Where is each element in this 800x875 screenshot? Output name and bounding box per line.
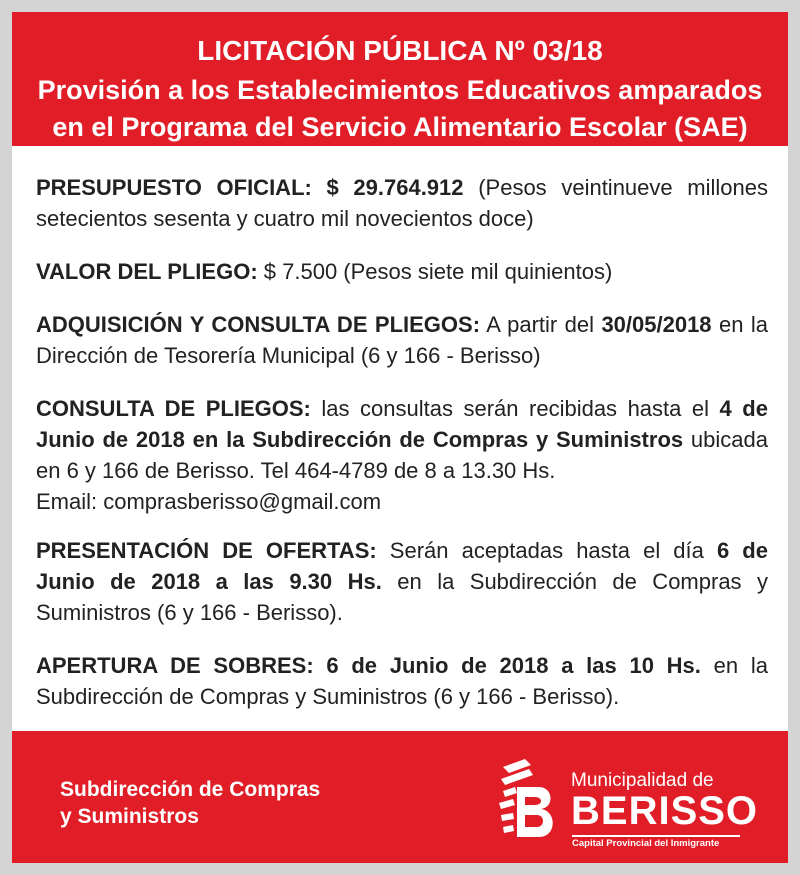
presentacion-label: PRESENTACIÓN DE OFERTAS: bbox=[36, 538, 377, 563]
department-line2: y Suministros bbox=[60, 805, 199, 828]
presentacion-paragraph bbox=[36, 535, 768, 628]
apertura-label: APERTURA DE SOBRES: bbox=[36, 653, 314, 678]
presentacion-text-before: Serán aceptadas hasta el día bbox=[389, 538, 704, 563]
apertura-paragraph bbox=[36, 650, 768, 712]
adquisicion-text-after: en la Dirección de Tesorería Municipal (6 y 166 - Berisso) bbox=[36, 312, 768, 368]
notice-sheet bbox=[12, 12, 788, 863]
valor-label: VALOR DEL PLIEGO: bbox=[36, 259, 258, 284]
presupuesto-label: PRESUPUESTO OFICIAL: bbox=[36, 175, 312, 200]
presentacion-deadline: 6 de Junio de 2018 a las 9.30 Hs. bbox=[36, 538, 768, 594]
notice-body bbox=[36, 172, 768, 734]
presentacion-text-after: en la Subdirección de Compras y Suministros (6 y 166 - Berisso). bbox=[36, 569, 769, 625]
department-name bbox=[60, 776, 320, 830]
municipality-logo bbox=[495, 757, 759, 849]
logo-divider bbox=[572, 835, 740, 837]
notice-title: LICITACIÓN PÚBLICA Nº 03/18 bbox=[197, 35, 603, 66]
adquisicion-date: 30/05/2018 bbox=[601, 312, 712, 337]
apertura-date: 6 de Junio de 2018 a las 10 Hs. bbox=[326, 653, 701, 678]
logo-prefix: Municipalidad de bbox=[571, 770, 714, 791]
adquisicion-text-before: A partir del bbox=[486, 312, 595, 337]
notice-footer bbox=[12, 731, 788, 863]
consulta-text-before: las consultas serán recibidas hasta el bbox=[321, 396, 710, 421]
berisso-b-logo-icon bbox=[495, 757, 565, 843]
notice-subtitle-line1: Provisión a los Establecimientos Educativos amparados bbox=[37, 75, 763, 105]
logo-tagline: Capital Provincial del Inmigrante bbox=[572, 838, 720, 849]
logo-name: BERISSO bbox=[571, 789, 759, 833]
valor-text: $ 7.500 (Pesos siete mil quinientos) bbox=[263, 259, 613, 284]
presupuesto-text: (Pesos veintinueve millones setecientos sesenta y cuatro mil novecientos doce) bbox=[36, 175, 768, 231]
adquisicion-paragraph bbox=[36, 309, 768, 371]
apertura-text-after: en la Subdirección de Compras y Suministros (6 y 166 - Berisso). bbox=[36, 653, 768, 709]
consulta-paragraph bbox=[36, 393, 768, 517]
consulta-text-after: ubicada en 6 y 166 de Berisso. Tel 464-4789 de 8 a 13.30 Hs. bbox=[36, 427, 768, 483]
notice-header bbox=[12, 12, 788, 146]
presupuesto-paragraph bbox=[36, 172, 768, 234]
adquisicion-label: ADQUISICIÓN Y CONSULTA DE PLIEGOS: bbox=[36, 312, 481, 337]
consulta-deadline: 4 de Junio de 2018 en la Subdirección de Compras y Suministros bbox=[36, 396, 768, 452]
consulta-label: CONSULTA DE PLIEGOS: bbox=[36, 396, 311, 421]
consulta-email: Email: comprasberisso@gmail.com bbox=[36, 489, 382, 514]
presupuesto-amount: $ 29.764.912 bbox=[326, 175, 464, 200]
valor-paragraph bbox=[36, 256, 768, 287]
notice-subtitle-line2: en el Programa del Servicio Alimentario Escolar (SAE) bbox=[52, 112, 748, 142]
department-line1: Subdirección de Compras bbox=[60, 778, 321, 801]
